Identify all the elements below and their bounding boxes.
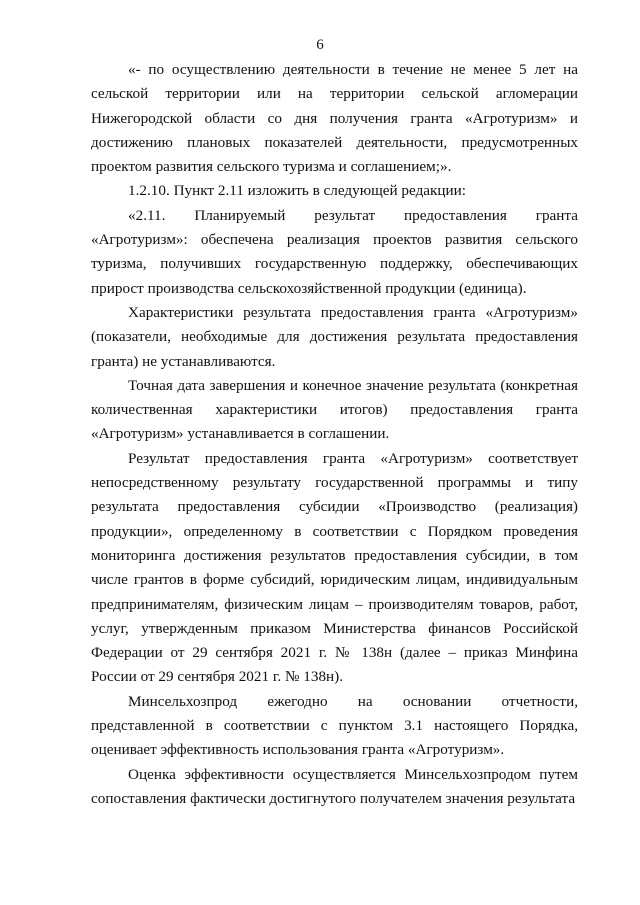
paragraph: 1.2.10. Пункт 2.11 изложить в следующей редакции: bbox=[128, 182, 467, 200]
paragraph: «- по осуществлению деятельности в течение не менее 5 лет на сельской территории или на территории сельской агломерации Нижегородской области со дня получения гранта «Агротуризм» и достижению плановых показателей деятельности, предусмотренных проектом развития сельского туризма и соглашением;». bbox=[91, 61, 578, 176]
document-body bbox=[91, 58, 578, 811]
paragraph: Оценка эффективности осуществляется Минсельхозпродом путем сопоставления фактически достигнутого получателем значения результата bbox=[91, 765, 578, 807]
paragraph: «2.11. Планируемый результат предоставления гранта «Агротуризм»: обеспечена реализация проектов развития сельского туризма, получивших государственную поддержку, обеспечивающих прирост производства сельскохозяйственной продукции (единица). bbox=[91, 206, 578, 297]
paragraph: Точная дата завершения и конечное значение результата (конкретная количественная характеристики итогов) предоставления гранта «Агротуризм» устанавливается в соглашении. bbox=[91, 376, 578, 443]
page-number: 6 bbox=[316, 37, 324, 53]
paragraph: Минсельхозпрод ежегодно на основании отчетности, представленной в соответствии с пунктом 3.1 настоящего Порядка, оценивает эффективность использования гранта «Агротуризм». bbox=[91, 692, 578, 759]
paragraph: Характеристики результата предоставления гранта «Агротуризм» (показатели, необходимые для достижения результата предоставления гранта) не устанавливаются. bbox=[91, 303, 578, 370]
paragraph: Результат предоставления гранта «Агротуризм» соответствует непосредственному результату государственной программы и типу результата предоставления субсидии «Производство (реализация) продукции», определенному в соответствии с Порядком проведения мониторинга достижения результатов предоставления субсидии, в том числе грантов в форме субсидий, юридическим лицам, индивидуальным предпринимателям, физическим лицам – производителям товаров, работ, услуг, утвержденным приказом Министерства финансов Российской Федерации от 29 сентября 2021 г. № 138н (далее – приказ Минфина России от 29 сентября 2021 г. № 138н). bbox=[91, 449, 578, 686]
